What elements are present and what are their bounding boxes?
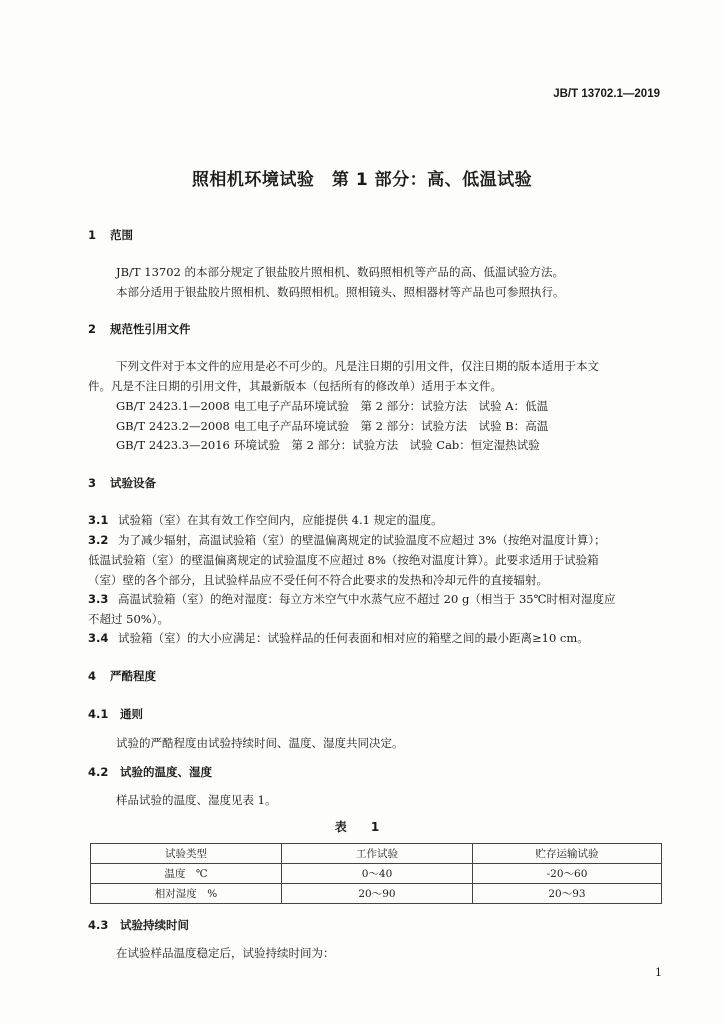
clause-3-2	[88, 532, 606, 548]
clause-text-continued: （室）壁的各个部分，且试验样品应不受任何不符合此要求的发热和冷却元件的直接辐射。	[88, 573, 548, 587]
paragraph: JB/T 13702 的本部分规定了银盐胶片照相机、数码照相机等产品的高、低温试验方法。	[116, 265, 564, 279]
page-number: 1	[655, 966, 662, 979]
section-title: 规范性引用文件	[110, 322, 191, 336]
clause-number: 3.4	[88, 631, 109, 645]
paragraph: 本部分适用于银盐胶片照相机、数码照相机。照相镜头、照相器材等产品也可参照执行。	[116, 285, 565, 299]
table-caption: 表 1	[334, 820, 390, 834]
table-cell: 相对湿度 %	[91, 884, 282, 904]
reference-title: 环境试验 第 2 部分：试验方法 试验 Cab：恒定湿热试验	[234, 438, 540, 452]
subsection-title: 试验的温度、湿度	[120, 765, 212, 779]
clause-text-continued: 不超过 50%）。	[88, 612, 169, 626]
reference-code: GB/T 2423.2—2008	[116, 419, 230, 433]
section-title: 严酷程度	[110, 669, 156, 683]
table-row	[91, 884, 662, 904]
table-cell: 20～90	[282, 884, 473, 904]
clause-text: 试验箱（室）在其有效工作空间内，应能提供 4.1 规定的温度。	[118, 513, 443, 527]
subsection-4-1-heading	[88, 706, 143, 722]
clause-3-4	[88, 630, 589, 646]
document-title: 照相机环境试验 第 1 部分：高、低温试验	[191, 170, 533, 190]
table-cell: 20～93	[473, 884, 662, 904]
section-1-heading	[88, 227, 133, 243]
clause-text: 为了减少辐射，高温试验箱（室）的壁温偏离规定的试验温度不应超过 3%（按绝对温度计算）；	[118, 533, 606, 547]
section-number: 4	[88, 669, 97, 683]
subsection-title: 通则	[120, 707, 143, 721]
subsection-title: 试验持续时间	[120, 918, 189, 932]
clause-number: 3.1	[88, 513, 109, 527]
subsection-number: 4.1	[88, 707, 109, 721]
paragraph: 下列文件对于本文件的应用是必不可少的。凡是注日期的引用文件，仅注日期的版本适用于本文	[116, 359, 599, 373]
subsection-number: 4.2	[88, 765, 109, 779]
table-1	[90, 843, 662, 904]
section-number: 1	[88, 228, 97, 242]
reference-title: 电工电子产品环境试验 第 2 部分：试验方法 试验 B：高温	[234, 419, 549, 433]
table-cell: -20～60	[473, 864, 662, 884]
section-title: 试验设备	[110, 476, 156, 490]
table-header-cell: 工作试验	[282, 844, 473, 864]
reference-entry	[116, 437, 540, 453]
paragraph: 件。凡是不注日期的引用文件，其最新版本（包括所有的修改单）适用于本文件。	[88, 379, 502, 393]
clause-3-3	[88, 591, 615, 607]
reference-entry	[116, 398, 548, 414]
section-title: 范围	[110, 228, 133, 242]
subsection-number: 4.3	[88, 918, 109, 932]
subsection-4-3-heading	[88, 917, 189, 933]
table-cell: 温度 ℃	[91, 864, 282, 884]
table-cell: 0～40	[282, 864, 473, 884]
reference-code: GB/T 2423.3—2016	[116, 438, 230, 452]
reference-title: 电工电子产品环境试验 第 2 部分：试验方法 试验 A：低温	[234, 399, 549, 413]
clause-text: 高温试验箱（室）的绝对湿度：每立方米空气中水蒸气应不超过 20 g（相当于 35℃时相对湿度应	[118, 592, 616, 606]
reference-entry	[116, 418, 548, 434]
table-header-cell: 试验类型	[91, 844, 282, 864]
section-number: 3	[88, 476, 97, 490]
section-3-heading	[88, 475, 156, 491]
subsection-4-2-heading	[88, 764, 212, 780]
section-2-heading	[88, 321, 191, 337]
section-number: 2	[88, 322, 97, 336]
clause-number: 3.2	[88, 533, 109, 547]
clause-text-continued: 低温试验箱（室）的壁温偏离规定的试验温度不应超过 8%（按绝对温度计算）。此要求适用于试验箱	[88, 553, 599, 567]
clause-text: 试验箱（室）的大小应满足：试验样品的任何表面和相对应的箱壁之间的最小距离≥10 cm。	[118, 631, 589, 645]
table-row	[91, 864, 662, 884]
table-header-cell: 贮存运输试验	[473, 844, 662, 864]
section-4-heading	[88, 668, 156, 684]
paragraph: 样品试验的温度、湿度见表 1。	[116, 793, 277, 807]
reference-code: GB/T 2423.1—2008	[116, 399, 230, 413]
paragraph: 试验的严酷程度由试验持续时间、温度、湿度共同决定。	[116, 736, 404, 750]
standard-number: JB/T 13702.1—2019	[553, 88, 660, 100]
table-header-row	[91, 844, 662, 864]
paragraph: 在试验样品温度稳定后，试验持续时间为：	[116, 946, 335, 960]
clause-3-1	[88, 512, 443, 528]
clause-number: 3.3	[88, 592, 109, 606]
